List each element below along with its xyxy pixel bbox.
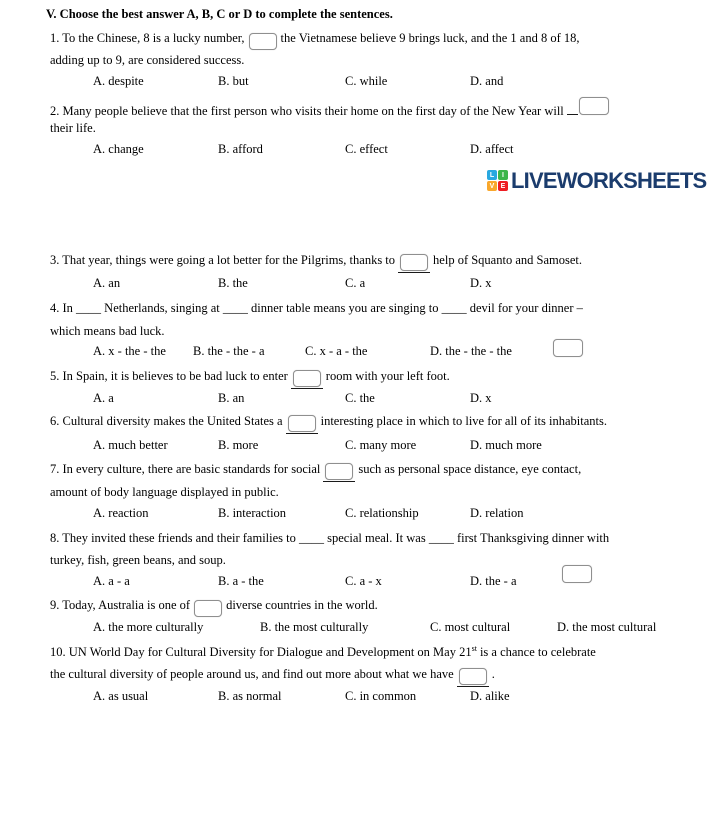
options-row-q8 xyxy=(0,574,720,592)
question-1-line-1 xyxy=(50,29,580,50)
option-a-q4: A. x - the - the xyxy=(93,344,166,358)
question-3-line-1 xyxy=(50,251,582,273)
answer-box-q4[interactable] xyxy=(553,339,583,357)
option-a-q1: A. despite xyxy=(93,74,144,88)
question-7-text-cont: such as personal space distance, eye contact, xyxy=(358,462,582,476)
options-row-q7 xyxy=(0,506,720,524)
question-2-text: 2. Many people believe that the first person who visits their home on the first day of the New Year will xyxy=(50,104,564,118)
question-4-line-1: 4. In ____ Netherlands, singing at ____ dinner table means you are singing to ____ devil for your dinner – xyxy=(50,301,583,315)
options-row-q2 xyxy=(0,142,720,160)
option-d-q2: D. affect xyxy=(470,142,514,156)
logo-square-l: L xyxy=(487,170,497,180)
blank-underline-q6 xyxy=(286,412,318,434)
question-6-text-cont: interesting place in which to live for all of its inhabitants. xyxy=(320,414,607,428)
option-b-q1: B. but xyxy=(218,74,249,88)
option-d-q4: D. the - the - the xyxy=(430,344,512,358)
question-2-line-2: their life. xyxy=(50,121,96,135)
option-c-q8: C. a - x xyxy=(345,574,382,588)
question-5-text-cont: room with your left foot. xyxy=(325,369,450,383)
option-d-q8: D. the - a xyxy=(470,574,517,588)
options-row-q4 xyxy=(0,344,720,362)
option-b-q7: B. interaction xyxy=(218,506,287,520)
options-row-q5 xyxy=(0,391,720,409)
option-a-q7: A. reaction xyxy=(93,506,149,520)
liveworksheets-logo-text: LIVEWORKSHEETS xyxy=(511,168,707,193)
blank-underline-q7 xyxy=(323,460,355,482)
option-c-q1: C. while xyxy=(345,74,388,88)
liveworksheets-logo-icon xyxy=(487,170,508,191)
question-1-text-cont: the Vietnamese believe 9 brings luck, and the 1 and 8 of 18, xyxy=(280,31,580,45)
options-row-q3 xyxy=(0,276,720,294)
answer-box-q6[interactable] xyxy=(288,415,316,432)
option-c-q5: C. the xyxy=(345,391,375,405)
option-b-q5: B. an xyxy=(218,391,245,405)
question-7-line-2: amount of body language displayed in public. xyxy=(50,485,279,499)
question-3-text: 3. That year, things were going a lot better for the Pilgrims, thanks to xyxy=(50,253,396,267)
option-c-q7: C. relationship xyxy=(345,506,419,520)
question-10-text-cont: is a chance to celebrate xyxy=(479,645,596,659)
option-d-q10: D. alike xyxy=(470,689,510,703)
option-c-q3: C. a xyxy=(345,276,366,290)
question-4-line-2: which means bad luck. xyxy=(50,324,165,338)
option-c-q9: C. most cultural xyxy=(430,620,511,634)
question-10-line-2 xyxy=(50,665,495,687)
question-3-text-cont: help of Squanto and Samoset. xyxy=(433,253,582,267)
option-a-q2: A. change xyxy=(93,142,144,156)
option-a-q5: A. a xyxy=(93,391,114,405)
answer-box-q10[interactable] xyxy=(459,668,487,685)
question-10-period: . xyxy=(491,667,495,681)
option-b-q10: B. as normal xyxy=(218,689,282,703)
question-9-text-cont: diverse countries in the world. xyxy=(226,598,378,612)
option-c-q6: C. many more xyxy=(345,438,417,452)
question-1-text: 1. To the Chinese, 8 is a lucky number, xyxy=(50,31,245,45)
question-10-line-1 xyxy=(50,643,596,661)
option-d-q6: D. much more xyxy=(470,438,542,452)
option-c-q2: C. effect xyxy=(345,142,388,156)
answer-box-q2[interactable] xyxy=(579,97,609,115)
options-row-q10 xyxy=(0,689,720,707)
option-b-q2: B. afford xyxy=(218,142,263,156)
question-2-line-1 xyxy=(50,97,613,120)
option-d-q1: D. and xyxy=(470,74,504,88)
option-c-q10: C. in common xyxy=(345,689,417,703)
question-10-text-2: the cultural diversity of people around us, and find out more about what we have xyxy=(50,667,454,681)
logo-square-e: E xyxy=(498,181,508,191)
answer-box-q3[interactable] xyxy=(400,254,428,271)
option-a-q6: A. much better xyxy=(93,438,168,452)
option-b-q9: B. the most culturally xyxy=(260,620,369,634)
blank-underline-q10 xyxy=(457,665,489,687)
liveworksheets-logo xyxy=(487,170,706,191)
answer-box-q1[interactable] xyxy=(249,33,277,50)
option-d-q7: D. relation xyxy=(470,506,524,520)
question-9-line-1 xyxy=(50,596,378,617)
question-10-text: 10. UN World Day for Cultural Diversity for Dialogue and Development on May 21 xyxy=(50,645,472,659)
option-b-q8: B. a - the xyxy=(218,574,264,588)
option-d-q3: D. x xyxy=(470,276,492,290)
option-b-q4: B. the - the - a xyxy=(193,344,265,358)
question-7-line-1 xyxy=(50,460,581,482)
option-a-q8: A. a - a xyxy=(93,574,130,588)
answer-box-q8[interactable] xyxy=(562,565,592,583)
answer-box-q5[interactable] xyxy=(293,370,321,387)
superscript-st: st xyxy=(471,643,477,653)
section-heading: V. Choose the best answer A, B, C or D to complete the sentences. xyxy=(46,7,393,21)
blank-underline-q3 xyxy=(398,251,430,273)
options-row-q9 xyxy=(0,620,720,638)
option-b-q6: B. more xyxy=(218,438,259,452)
option-d-q9: D. the most cultural xyxy=(557,620,657,634)
option-a-q9: A. the more culturally xyxy=(93,620,204,634)
question-9-text: 9. Today, Australia is one of xyxy=(50,598,191,612)
options-row-q6 xyxy=(0,438,720,456)
options-row-q1 xyxy=(0,74,720,92)
option-a-q3: A. an xyxy=(93,276,121,290)
option-d-q5: D. x xyxy=(470,391,492,405)
blank-underline-q2 xyxy=(567,103,578,115)
blank-underline-q5 xyxy=(291,367,323,389)
logo-square-i: I xyxy=(498,170,508,180)
question-8-line-2: turkey, fish, green beans, and soup. xyxy=(50,553,226,567)
question-6-line-1 xyxy=(50,412,607,434)
option-a-q10: A. as usual xyxy=(93,689,149,703)
option-c-q4: C. x - a - the xyxy=(305,344,368,358)
logo-square-v: V xyxy=(487,181,497,191)
question-1-line-2: adding up to 9, are considered success. xyxy=(50,53,245,67)
question-8-line-1: 8. They invited these friends and their families to ____ special meal. It was ____ first Thanksgiving dinner with xyxy=(50,531,610,545)
question-5-text: 5. In Spain, it is believes to be bad luck to enter xyxy=(50,369,288,383)
question-6-text: 6. Cultural diversity makes the United States a xyxy=(50,414,283,428)
question-5-line-1 xyxy=(50,367,450,389)
answer-box-q7[interactable] xyxy=(325,463,353,480)
answer-box-q9[interactable] xyxy=(194,600,222,617)
question-7-text: 7. In every culture, there are basic standards for social xyxy=(50,462,321,476)
option-b-q3: B. the xyxy=(218,276,248,290)
